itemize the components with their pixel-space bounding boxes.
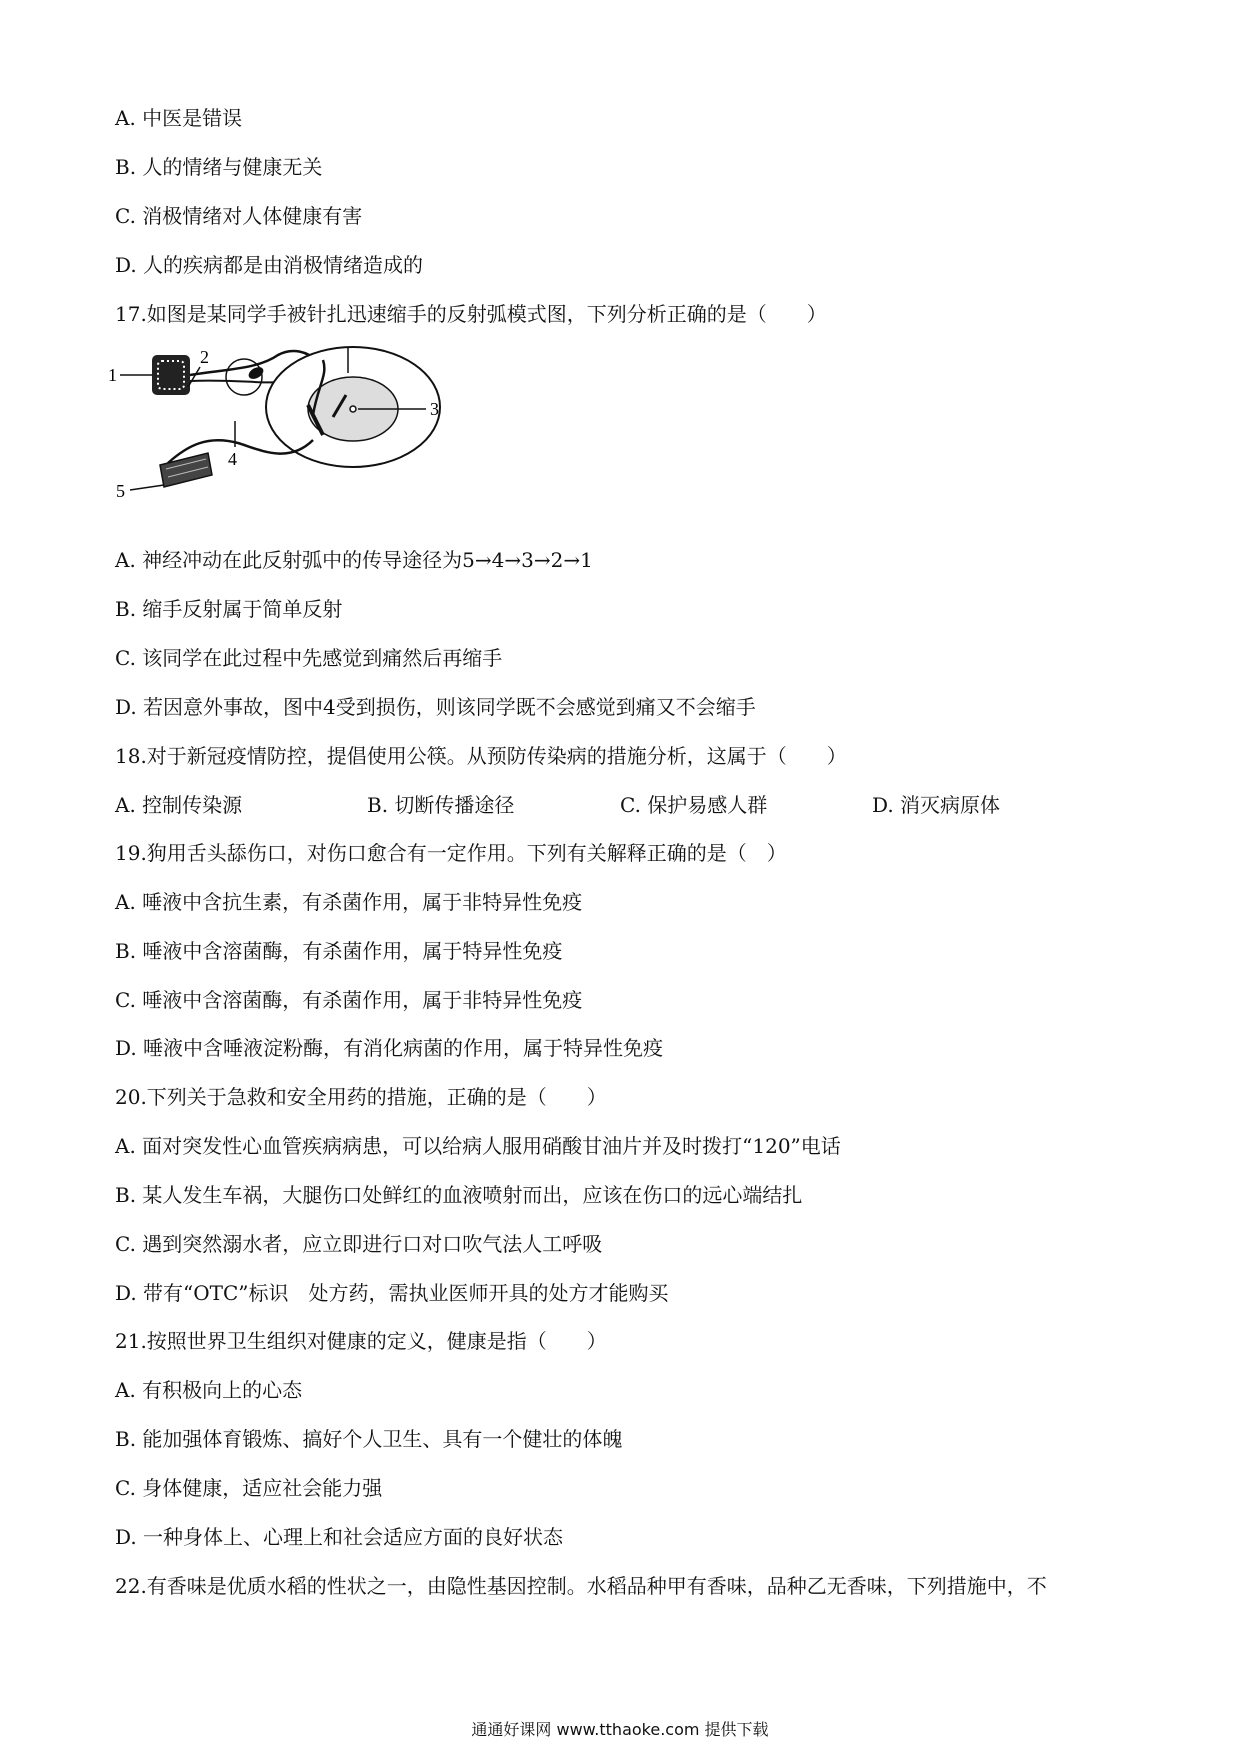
q21-stem: 21.按照世界卫生组织对健康的定义，健康是指（ ） xyxy=(115,1329,607,1353)
q18-option-c: C. 保护易感人群 xyxy=(620,793,768,817)
q18-option-b: B. 切断传播途径 xyxy=(367,793,515,817)
q16-option-a: A. 中医是错误 xyxy=(115,106,243,130)
q16-option-c: C. 消极情绪对人体健康有害 xyxy=(115,204,363,228)
q20-option-d: D. 带有“OTC”标识 处方药，需执业医师开具的处方才能购买 xyxy=(115,1281,669,1305)
effector-muscle xyxy=(160,453,212,487)
q20-stem: 20.下列关于急救和安全用药的措施，正确的是（ ） xyxy=(115,1085,607,1109)
q18-option-d: D. 消灭病原体 xyxy=(872,793,1001,817)
q21-option-c: C. 身体健康，适应社会能力强 xyxy=(115,1476,383,1500)
q17-stem: 17.如图是某同学手被针扎迅速缩手的反射弧模式图，下列分析正确的是（ ） xyxy=(115,302,827,326)
q19-option-c: C. 唾液中含溶菌酶，有杀菌作用，属于非特异性免疫 xyxy=(115,988,583,1012)
reflex-arc-diagram xyxy=(108,345,488,517)
q17-option-c: C. 该同学在此过程中先感觉到痛然后再缩手 xyxy=(115,646,503,670)
q20-option-a: A. 面对突发性心血管疾病病患，可以给病人服用硝酸甘油片并及时拨打“120”电话 xyxy=(115,1134,841,1158)
q21-option-a: A. 有积极向上的心态 xyxy=(115,1378,303,1402)
label-3: 3 xyxy=(430,399,439,419)
q19-option-a: A. 唾液中含抗生素，有杀菌作用，属于非特异性免疫 xyxy=(115,890,583,914)
q22-stem: 22.有香味是优质水稻的性状之一，由隐性基因控制。水稻品种甲有香味，品种乙无香味，下列措施中，不 xyxy=(115,1574,1047,1598)
label-2: 2 xyxy=(200,347,209,367)
q19-stem: 19.狗用舌头舔伤口，对伤口愈合有一定作用。下列有关解释正确的是（ ） xyxy=(115,841,787,865)
q17-option-d: D. 若因意外事故，图中4受到损伤，则该同学既不会感觉到痛又不会缩手 xyxy=(115,695,756,719)
page-footer: 通通好课网 www.tthaoke.com 提供下载 xyxy=(471,1720,769,1739)
label-5: 5 xyxy=(116,481,125,501)
q20-option-b: B. 某人发生车祸，大腿伤口处鲜红的血液喷射而出，应该在伤口的远心端结扎 xyxy=(115,1183,803,1207)
q19-option-b: B. 唾液中含溶菌酶，有杀菌作用，属于特异性免疫 xyxy=(115,939,563,963)
receptor-skin xyxy=(152,355,190,395)
q20-option-c: C. 遇到突然溺水者，应立即进行口对口吹气法人工呼吸 xyxy=(115,1232,603,1256)
label-1: 1 xyxy=(108,365,117,385)
q17-option-b: B. 缩手反射属于简单反射 xyxy=(115,597,343,621)
q18-option-a: A. 控制传染源 xyxy=(115,793,243,817)
q19-option-d: D. 唾液中含唾液淀粉酶，有消化病菌的作用，属于特异性免疫 xyxy=(115,1036,664,1060)
q17-option-a: A. 神经冲动在此反射弧中的传导途径为5→4→3→2→1 xyxy=(115,548,593,572)
q21-option-b: B. 能加强体育锻炼、搞好个人卫生、具有一个健壮的体魄 xyxy=(115,1427,623,1451)
q21-option-d: D. 一种身体上、心理上和社会适应方面的良好状态 xyxy=(115,1525,564,1549)
label-4: 4 xyxy=(228,449,237,469)
q18-stem: 18.对于新冠疫情防控，提倡使用公筷。从预防传染病的措施分析，这属于（ ） xyxy=(115,744,847,768)
q16-option-d: D. 人的疾病都是由消极情绪造成的 xyxy=(115,253,424,277)
q16-option-b: B. 人的情绪与健康无关 xyxy=(115,155,323,179)
